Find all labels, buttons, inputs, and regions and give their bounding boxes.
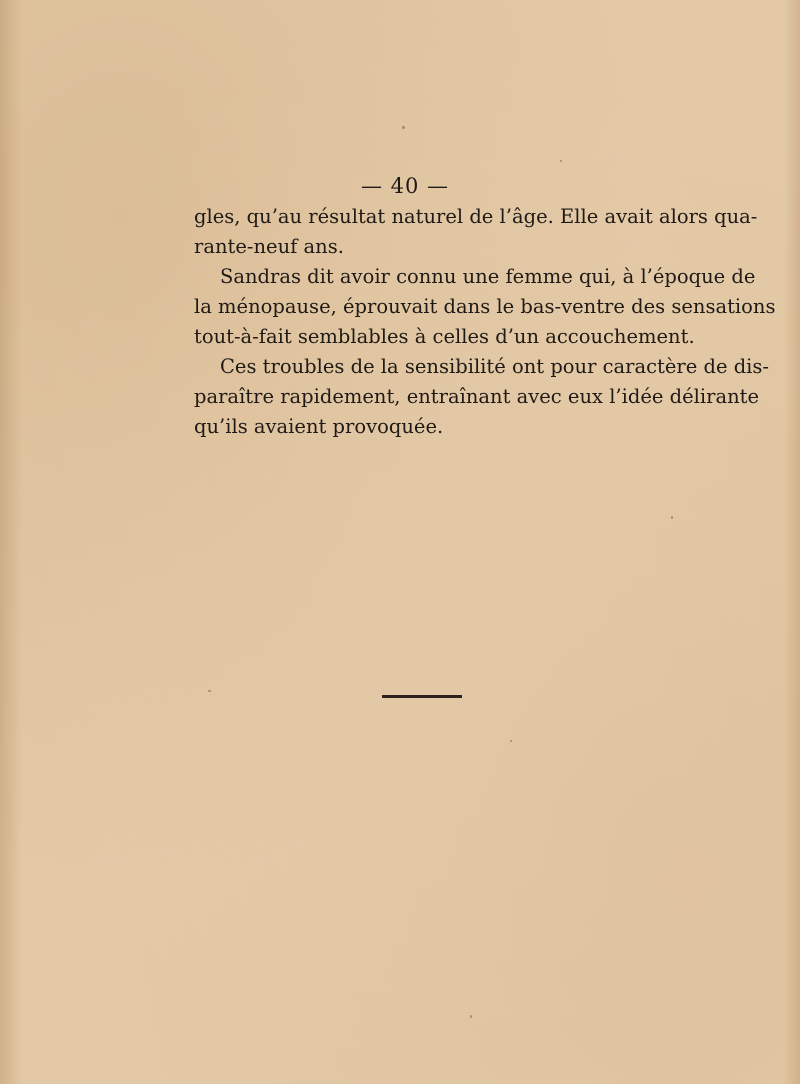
text-line: rante-neuf ans. [194,235,344,258]
paper-speck [402,126,405,129]
text-line: gles, qu’au résultat naturel de l’âge. Elle avait alors qua- [194,205,758,228]
paper-speck [470,1015,472,1018]
text-line: tout-à-fait semblables à celles d’un accouchement. [194,325,695,348]
paper-speck [510,740,512,742]
text-line: paraître rapidement, entraînant avec eux l’idée délirante [194,385,760,408]
text-line: la ménopause, éprouvait dans le bas-ventre des sensations [194,295,776,318]
page-edge-shadow-right [784,0,800,1084]
page-edge-shadow-left [0,0,22,1084]
paper-speck [671,516,673,519]
page-number: — 40 — [360,174,450,198]
closing-rule [382,695,462,698]
paper-speck [208,690,211,692]
body-text [194,202,776,442]
text-line: Ces troubles de la sensibilité ont pour caractère de dis- [220,355,770,378]
text-line: Sandras dit avoir connu une femme qui, à l’époque de [220,265,756,288]
text-line: qu’ils avaient provoquée. [194,415,444,438]
paper-speck [560,160,562,162]
